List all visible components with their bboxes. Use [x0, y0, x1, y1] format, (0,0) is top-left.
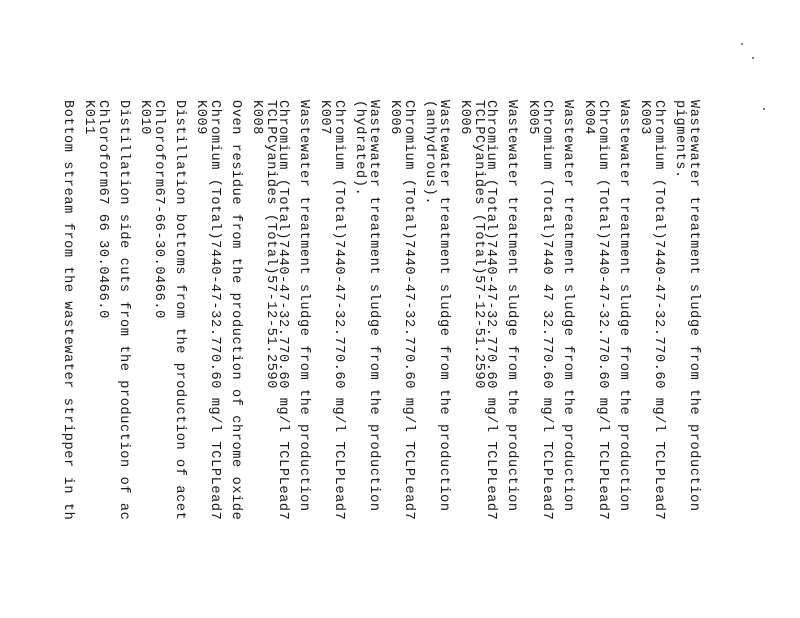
document-line: Wastewater treatment sludge from the production — [504, 100, 519, 512]
document-line: K003 — [637, 100, 652, 136]
document-line: Chromium (Total)7440-47-32.770.60 mg/l TCLPLead7 — [275, 100, 290, 521]
document-line: (hydrated). — [352, 100, 367, 197]
document-line: Oven residue from the production of chrome oxide — [228, 100, 243, 521]
document-line: Wastewater treatment sludge from the production — [686, 100, 701, 512]
document-line: K006 — [457, 100, 472, 136]
document-line: K004 — [581, 100, 596, 136]
document-line: TCLPCyanides (Total)57-12-51.2590 — [471, 100, 486, 389]
document-line: TCLPCyanides (Total)57-12-51.2590 — [263, 100, 278, 389]
document-line: K010 — [137, 100, 152, 136]
document-line: Chromium (Total)7440-47-32.770.60 mg/l TCLPLead7 — [401, 100, 416, 521]
document-line: (anhydrous). — [422, 100, 437, 206]
document-line: Wastewater treatment sludge from the production — [366, 100, 381, 512]
document-line: K008 — [249, 100, 264, 136]
document-line: Chromium (Total)7440-47-32.770.60 mg/l TCLPLead7 — [651, 100, 666, 521]
document-line: K005 — [525, 100, 540, 136]
document-line: Chromium (Total)7440-47-32.770.60 mg/l TCLPLead7 — [331, 100, 346, 521]
document-line: Wastewater treatment sludge from the production — [436, 100, 451, 512]
document-line: Chloroform67-66-30.0466.0 — [151, 100, 166, 319]
document-line: K007 — [317, 100, 332, 136]
scan-speck — [741, 43, 743, 45]
scan-speck — [752, 57, 754, 59]
document-line: Wastewater treatment sludge from the production — [616, 100, 631, 512]
document-line: Wastewater treatment sludge from the production — [560, 100, 575, 512]
document-line: Chromium (Total)7440-47-32.770.60 mg/l TCLPLead7 — [207, 100, 222, 521]
document-line: Wastewater treatment sludge from the production — [296, 100, 311, 512]
document-line: Chromium (Total)7440-47-32.770.60 mg/l TCLPLead7 — [483, 100, 498, 521]
document-line: Distillation side cuts from the production of ac — [116, 100, 131, 521]
document-line: K009 — [193, 100, 208, 136]
document-line: Distillation bottoms from the production of acet — [172, 100, 187, 521]
document-line: Chloroform67 66 30.0466.0 — [95, 100, 110, 319]
document-line: K011 — [81, 100, 96, 136]
document-line: Chromium (Total)7440 47 32.770.60 mg/l TCLPLead7 — [539, 100, 554, 521]
document-line: K006 — [387, 100, 402, 136]
document-line: Bottom stream from the wastewater stripper in th — [60, 100, 75, 521]
document-line: Chromium (Total)7440-47-32.770.60 mg/l TCLPLead7 — [595, 100, 610, 521]
scan-speck — [763, 108, 765, 110]
document-line: pigments. — [672, 100, 687, 179]
